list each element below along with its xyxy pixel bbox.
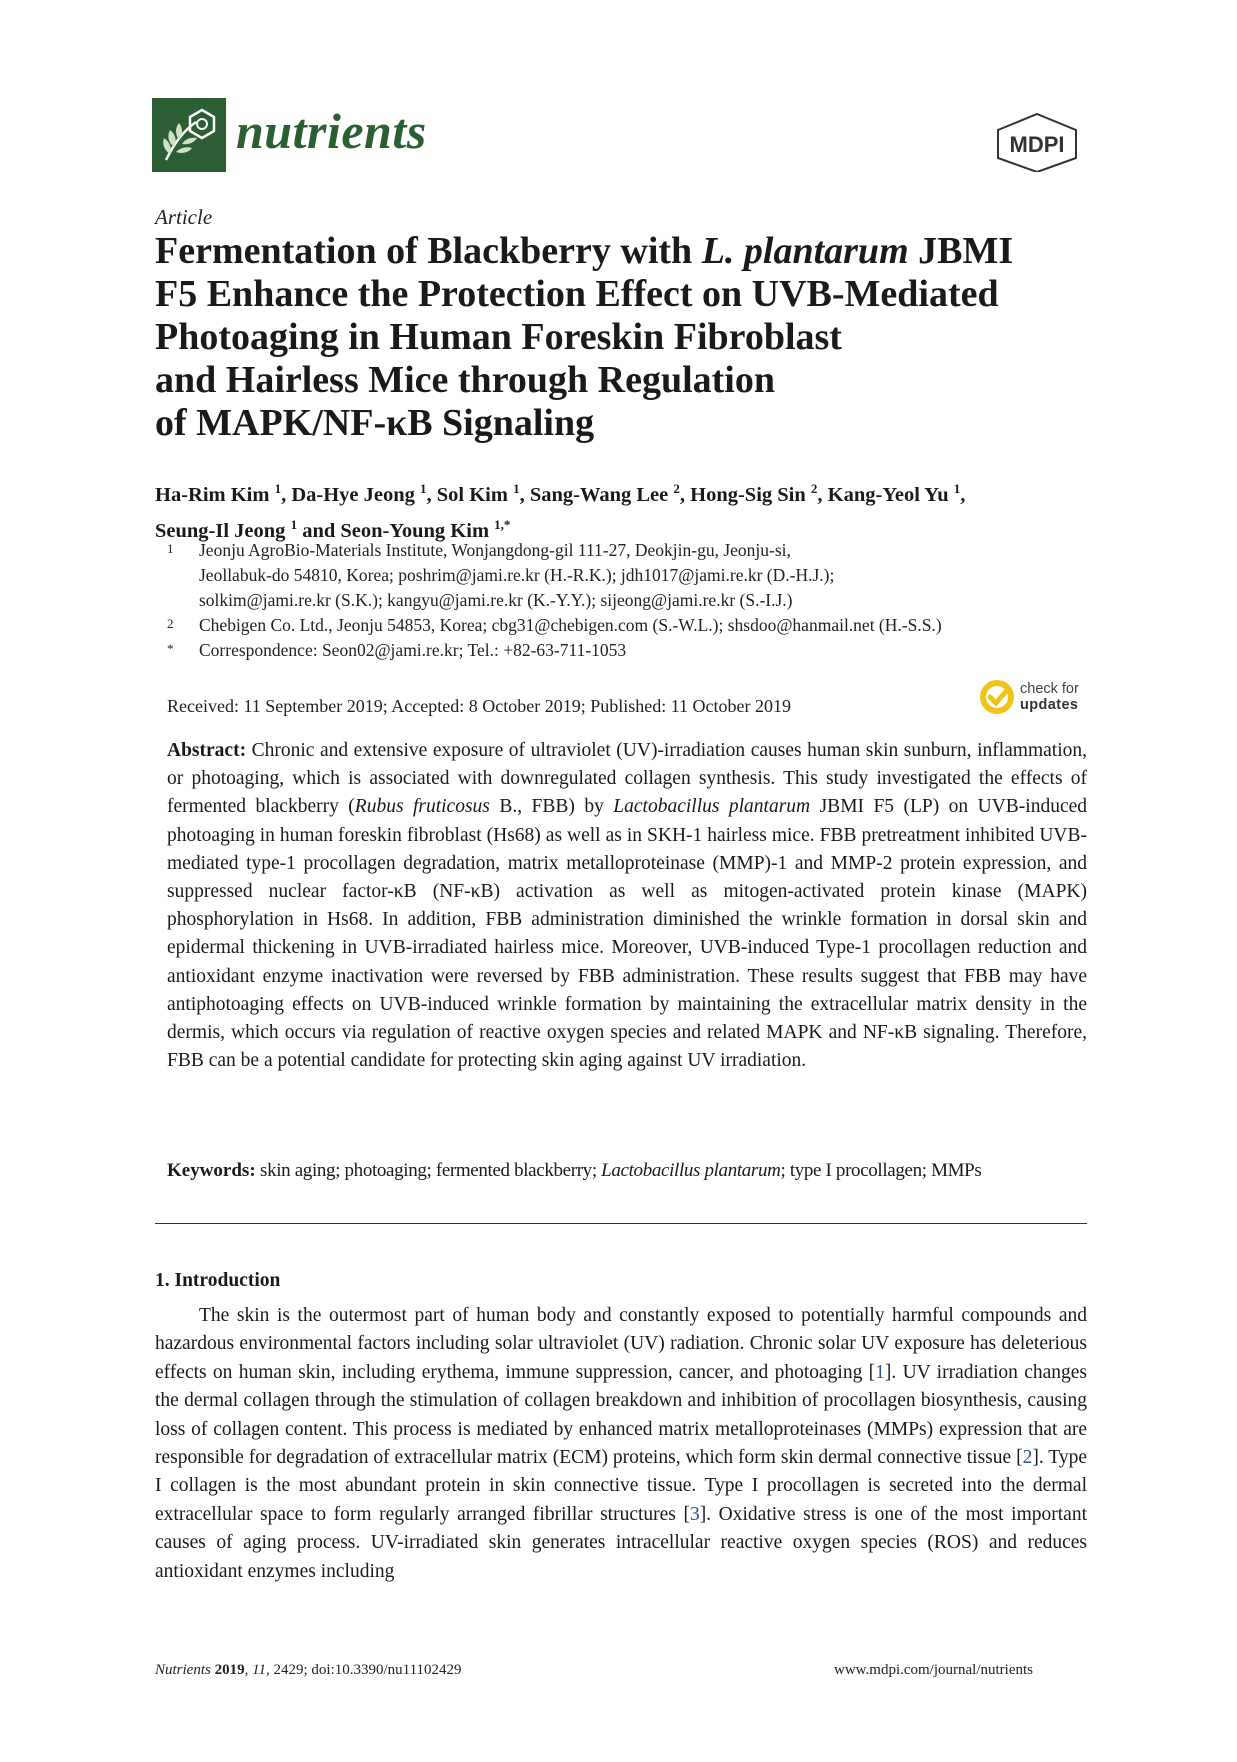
author-list xyxy=(155,474,1095,546)
author: Da-Hye Jeong $^1$, xyxy=(291,481,437,506)
citation-footer: Nutrients 2019, 11, 2429; doi:10.3390/nu11102429 xyxy=(155,1662,462,1678)
affiliation-2: 2 Chebigen Co. Ltd., Jeonju 54853, Korea; cbg31@chebigen.com (S.-W.L.); shsdoo@hanmail.net (H.-S.S.) xyxy=(167,615,942,635)
mdpi-logo xyxy=(992,112,1082,172)
article-type: Article xyxy=(155,205,213,229)
section-heading: 1. Introduction xyxy=(155,1270,281,1291)
title-line-3: Photoaging in Human Foreskin Fibroblast xyxy=(155,316,842,358)
author: Seon-Young Kim $^{1,*}$ xyxy=(340,516,511,542)
keywords: Keywords: skin aging; photoaging; fermented blackberry; Lactobacillus plantarum; type I procollagen; MMPs xyxy=(167,1160,982,1181)
nutrients-leaf-logo-icon xyxy=(152,98,226,172)
citation-link[interactable]: 1 xyxy=(875,1361,885,1383)
journal-header xyxy=(152,98,1082,174)
author: Seung-Il Jeong $^1$ and xyxy=(155,516,341,542)
citation-link[interactable]: 3 xyxy=(689,1503,700,1525)
divider xyxy=(155,1223,1087,1224)
author: Sol Kim $^1$, xyxy=(436,481,530,506)
journal-name: nutrients xyxy=(236,103,427,159)
publication-dates: Received: 11 September 2019; Accepted: 8 October 2019; Published: 11 October 2019 xyxy=(167,696,792,716)
mdpi-logo-text: MDPI xyxy=(1009,132,1065,157)
correspondence: * Correspondence: Seon02@jami.re.kr; Tel.: +82-63-711-1053 xyxy=(167,640,627,660)
check-updates-icon xyxy=(978,678,1016,716)
check-for-updates-button[interactable] xyxy=(978,678,1093,718)
affiliation-1: 1 Jeonju AgroBio-Materials Institute, Wonjangdong-gil 111-27, Deokjin-gu, Jeonju-si, Jeollabuk-do 54810, Korea; poshrim@jami.re.kr (H.-R.K.); jdh1017@jami.re.kr (D.-H.J.); solkim@jami.re.kr (S.K.); kangyu@jami.re.kr (K.-Y.Y.); sijeong@jami.re.kr (S.-I.J.) xyxy=(167,540,835,610)
journal-url[interactable]: www.mdpi.com/journal/nutrients xyxy=(834,1662,1033,1678)
title-line-5: of MAPK/NF-κB Signaling xyxy=(155,402,595,444)
abstract: Abstract: Chronic and extensive exposure of ultraviolet (UV)-irradiation causes human skin sunburn, inflammation, or photoaging, which is associated with downregulated collagen synthesis. This study investigated the effects of fermented blackberry (Rubus fruticosus B., FBB) by Lactobacillus plantarum JBMI F5 (LP) on UVB-induced photoaging in human foreskin fibroblast (Hs68) as well as in SKH-1 hairless mice. FBB pretreatment inhibited UVB-mediated type-1 procollagen degradation, matrix metalloproteinase (MMP)-1 and MMP-2 protein expression, and suppressed nuclear factor-κB (NF-κB) activation as well as mitogen-activated protein kinase (MAPK) phosphorylation in Hs68. In addition, FBB administration diminished the wrinkle formation in dorsal skin and epidermal thickening in UVB-irradiated hairless mice. Moreover, UVB-induced Type-1 procollagen reduction and antioxidant enzyme inactivation were reversed by FBB administration. These results suggest that FBB may have antiphotoaging effects on UVB-induced wrinkle formation by maintaining the extracellular matrix density in the dermis, which occurs via regulation of reactive oxygen species and related MAPK and NF-κB signaling. Therefore, FBB can be a potential candidate for protecting skin aging against UV irradiation. xyxy=(167,740,1088,1072)
author: Kang-Yeol Yu $^1$, xyxy=(827,481,966,506)
page-title xyxy=(155,230,1085,445)
author: Hong-Sig Sin $^2$, xyxy=(690,481,828,506)
citation-link[interactable]: 2 xyxy=(1022,1447,1033,1469)
affiliations xyxy=(155,538,1095,663)
author: Ha-Rim Kim $^1$, xyxy=(155,481,292,506)
title-line-4: and Hairless Mice through Regulation xyxy=(155,359,775,401)
intro-paragraph: The skin is the outermost part of human body and constantly exposed to potentially harmful compounds and hazardous environmental factors including solar ultraviolet (UV) radiation. Chronic solar UV exposure has deleterious effects on human skin, including erythema, immune suppression, cancer, and photoaging [1]. UV irradiation changes the dermal collagen through the stimulation of collagen breakdown and inhibition of procollagen biosynthesis, causing loss of collagen content. This process is mediated by enhanced matrix metalloproteinases (MMPs) expression that are responsible for degradation of extracellular matrix (ECM) proteins, which form skin dermal connective tissue [2]. Type I collagen is the most abundant protein in skin connective tissue. Type I procollagen is secreted into the dermal extracellular space to form regularly arranged fibrillar structures [3]. Oxidative stress is one of the most important causes of aging process. UV-irradiated skin generates intracellular reactive oxygen species (ROS) and reduces antioxidant enzymes including xyxy=(155,1305,1088,1582)
author: Sang-Wang Lee $^2$, xyxy=(529,481,691,506)
title-line-1: Fermentation of Blackberry with L. plantarum JBMI xyxy=(155,230,1014,272)
title-line-2: F5 Enhance the Protection Effect on UVB-Mediated xyxy=(155,273,999,315)
check-updates-label: check for updates xyxy=(1020,681,1079,713)
